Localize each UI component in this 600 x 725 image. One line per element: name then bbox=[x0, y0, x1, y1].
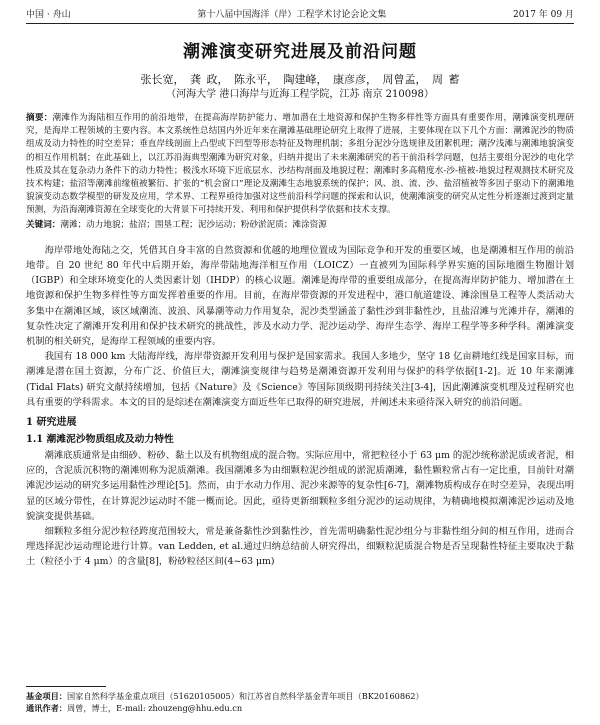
section-heading: 1 研究进展 bbox=[26, 417, 77, 429]
author-footnote bbox=[26, 702, 574, 714]
body-paragraph: 细颗粒多组分泥沙粒径跨度范围较大，常是兼备黏性沙到黏性沙，首先需明确黏性泥沙组分与非黏性组分间的相互作用，进而合理选择泥沙运动理论进行计算。van Ledden, et al.通过归纳总结前人研究得出，细颗粒泥质混合物是否呈现黏性特征主要取决于黏土（粒径小于 4 μm）的含量[8]，粉砂粒径区间(4~63 μm) bbox=[26, 526, 574, 568]
fund-text: 国家自然科学基金重点项目（51620105005）和江苏省自然科学基金青年项目（BK20160862） bbox=[66, 691, 424, 701]
subsection-heading: 1.1 潮滩泥沙物质组成及动力特性 bbox=[26, 434, 174, 446]
paper-title: 潮滩演变研究进展及前沿问题 bbox=[183, 42, 417, 62]
affiliation: （河海大学 港口海岸与近海工程学院，江苏 南京 210098） bbox=[166, 89, 434, 100]
keywords-text: 潮滩；动力地貌；盐沼；围垦工程；泥沙运动；粉砂淤泥质；滩涂资源 bbox=[60, 219, 327, 230]
intro-paragraph: 海岸带地处海陆之交，凭借其自身丰富的自然资源和优越的地理位置成为国际竞争和开发的重要区域，也是潮滩相互作用的前沿地带。自 20 世纪 80 年代中后期开始，海岸带陆地海洋相互作用（LOICZ）一直被列为国际科学界实施的国际地圈生物圈计划（IGBP）和全球环境变化的人类因素计划（IHDP）的核心议题。潮滩是海岸带的重要组成部分，在提高海岸防护能力、增加潜在土地资源和保护生物多样性等方面发挥着重要的作用。目前，在海岸带资源的开发进程中，港口航道建设、滩涂围垦工程等人类活动大多集中在潮滩区域，该区域潮流、波浪、风暴潮等动力作用复杂，泥沙类型涵盖了黏性沙到非黏性沙，且盐沼滩与光滩并存，潮滩的复杂性决定了潮滩开发利用和保护技术研究的挑战性，涉及水动力学、泥沙运动学、海岸生态学、海岸工程学等多种学科。潮滩演变机制的相关研究，是海岸工程领域的重要内容。 bbox=[26, 244, 574, 348]
introduction bbox=[26, 243, 574, 410]
abstract-text: 潮滩作为海陆相互作用的前沿地带，在提高海岸防护能力、增加潜在土地资源和保护生物多样性等方面具有重要作用，潮滩演变机理研究，是海岸工程领域的主要内容。本文系统性总结国内外近年来在潮滩基础理论研究上取得了进展，主要体现在以下几个方面：潮滩泥沙的物质组成及动力特性的时空差异；垂直岸线剖面上凸型或下凹型等形态特征及物理机制；多组分泥沙分选规律及团絮机理；潮汐浅滩与潮滩地貌演变的相互作用机制；在此基础上，以江苏沿海典型潮滩为研究对象，归纳并提出了未来潮滩研究的若干前沿科学问题，包括主要组分泥沙的电化学性质及其在复杂动力条件下的动力特性；极浅水环境下近底层水、沙结构剖面及地貌过程；潮滩时多高精度水-沙-植被-地貌过程观测技术研究及技术构建；盐沼等潮滩前缘植被繁衍、扩张的“机会窗口”理论及潮滩生态地貌系统的保护；风、浪、流、沙、盐沼植被等多因子驱动下的潮滩地貌演变动态数学模型的研发及应用，学术界、工程界亟待加强对这些前沿科学问题的探索和认识，使潮滩演变的研究从定性分析逐渐过渡到定量预测，为沿海潮滩资源在全球变化的大背景下可持续开发、利用和保护提供科学依据和技术支撑。 bbox=[26, 113, 574, 216]
section-body bbox=[26, 448, 574, 570]
corresponding-label: 通讯作者： bbox=[26, 703, 67, 713]
fund-footnote bbox=[26, 690, 574, 702]
intro-paragraph: 我国有 18 000 km 大陆海岸线，海岸带资源开发利用与保护是国家需求。我国人多地少，坚守 18 亿亩耕地红线是国家目标，而潮滩是潜在国土资源，分布广泛、价值巨大，潮滩演变规律与趋势是潮滩资源开发利用与保护的科学依据[1-2]。近 10 年来潮滩(Tidal Flats) 研究文献持续增加，包括《Nature》及《Science》等国际顶级期刊持续关注[3-4]，因此潮滩演变机理及过程研究也具有重要的学科需求。本文的目的是综述在潮滩演变方面近些年已取得的研究进展，并阐述未来亟待深入研究的前沿问题。 bbox=[26, 351, 574, 408]
abstract bbox=[26, 112, 574, 218]
footnote-divider bbox=[26, 686, 106, 687]
running-header bbox=[26, 8, 574, 24]
author-list: 张长宽， 龚 政， 陈永平， 陶建峰， 康彦彦， 周曾孟， 周 蓄 bbox=[140, 73, 460, 86]
header-date: 2017 年 09 月 bbox=[513, 10, 574, 20]
keywords-label: 关键词： bbox=[26, 219, 61, 230]
header-location: 中国 · 舟山 bbox=[26, 10, 71, 20]
header-proceedings: 第十八届中国海洋（岸）工程学术讨论会论文集 bbox=[197, 10, 387, 20]
footnotes bbox=[26, 690, 574, 714]
fund-label: 基金项目： bbox=[26, 691, 67, 701]
abstract-label: 摘要： bbox=[26, 113, 53, 123]
keywords bbox=[26, 219, 574, 232]
corresponding-text: 周曾，博士，E-mail: zhouzeng@hhu.edu.cn bbox=[66, 703, 243, 713]
body-paragraph: 潮滩底质通常是由细砂、粉砂、黏土以及有机物组成的混合物。实际应用中，常把粒径小于 63 μm 的泥沙统称淤泥质或者泥，相应的，含泥质沉积物的潮滩则称为泥质潮滩。我国潮滩多为由细颗粒泥沙组成的淤泥质潮滩，黏性颗粒常占有一定比重，目前针对潮滩泥沙运动的研究多运用黏性沙理论[5]。然而，由于水动力作用、泥沙来源等的复杂性[6-7]，潮滩物质构成存在时空差异，表现出明显的区域分带性，在计算泥沙运动时不能一概而论。因此，亟待更新细颗粒多组分泥沙的运动规律，为精确地模拟潮滩泥沙运动及地貌演变提供基础。 bbox=[26, 450, 574, 522]
